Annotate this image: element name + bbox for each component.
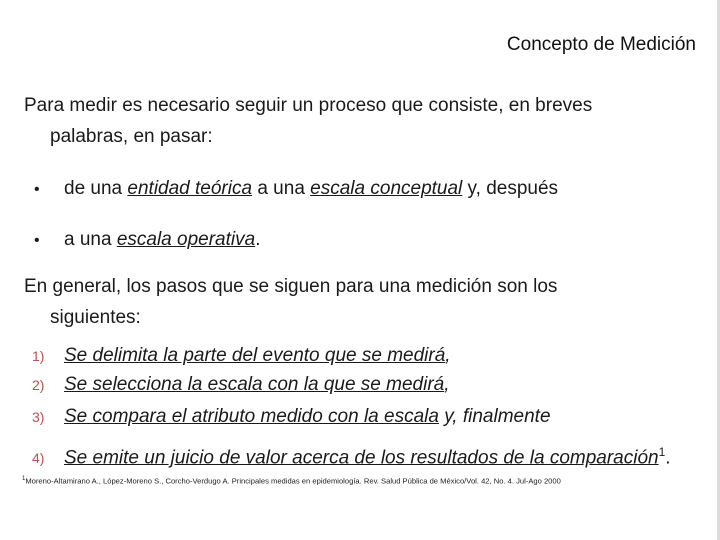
bullet-dot-icon: • — [34, 181, 40, 198]
bullet-item-1: • de una entidad teórica a una escala conceptual y, después — [34, 177, 558, 202]
step-text: Se delimita la parte del evento que se medirá — [64, 345, 446, 366]
intro-line-1: Para medir es necesario seguir un proceso que consiste, en breves — [24, 95, 593, 116]
step-text: Se emite un juicio de valor acerca de los resultados de la comparación — [64, 447, 659, 469]
intro-paragraph — [24, 90, 684, 152]
bullet-item-2: • a una escala operativa. — [34, 228, 260, 253]
bullet-dot-icon: • — [34, 232, 40, 249]
step-item-4: 4) Se emite un juicio de valor acerca de los resultados de la comparación$^1$. — [32, 445, 671, 469]
step-number: 2) — [32, 377, 45, 393]
step-item-1: 1) Se delimita la parte del evento que se medirá, — [32, 345, 451, 366]
footnote — [22, 476, 561, 486]
intro-line-2: palabras, en pasar: — [50, 126, 213, 147]
general-line-1: En general, los pasos que se siguen para una medición son los — [24, 276, 558, 297]
footnote-reference: 1 — [658, 445, 666, 459]
footnote-mark: 1 — [22, 476, 26, 482]
step-item-2: 2) Se selecciona la escala con la que se medirá, — [32, 374, 450, 395]
step-text: Se selecciona la escala con la que se medirá — [64, 374, 445, 395]
step-number: 4) — [32, 450, 45, 467]
term-entidad-teorica: entidad teórica — [127, 178, 253, 199]
step-item-3: 3) Se compara el atributo medido con la escala y, finalmente — [32, 406, 551, 427]
general-paragraph — [24, 271, 684, 333]
term-escala-conceptual: escala conceptual — [310, 178, 463, 199]
general-line-2: siguientes: — [50, 307, 141, 328]
step-number: 3) — [32, 409, 45, 425]
footnote-text: Moreno-Altamirano A., López-Moreno S., Corcho-Verdugo A. Principales medidas en epidemiología. Rev. Salud Pública de México/Vol. 42, No. 4. Jul-Ago 2000 — [25, 476, 561, 486]
step-number: 1) — [32, 348, 45, 364]
slide-title: Concepto de Medición — [506, 34, 696, 55]
step-text: Se compara el atributo medido con la escala — [64, 406, 439, 427]
term-escala-operativa: escala operativa — [116, 229, 256, 250]
